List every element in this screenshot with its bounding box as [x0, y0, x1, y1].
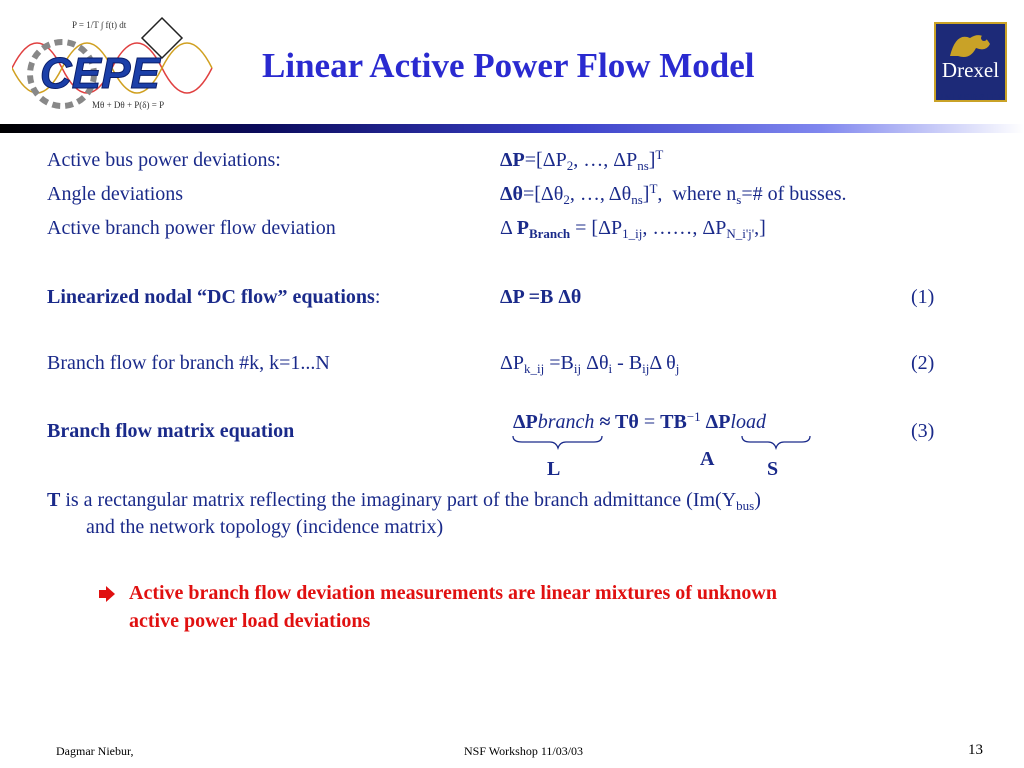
brace-label-a: A	[700, 448, 715, 470]
row-label-branch-k: Branch flow for branch #k, k=1...N	[47, 352, 330, 374]
formula-dc-flow: ΔP =B Δθ	[500, 286, 582, 308]
drexel-university-text: UNIVERSITY	[936, 93, 1005, 102]
formula-delta-p-branch: Δ $P_{Branch} = [\Delta P_{1\_ij}$, ……, $\Delta P_{N\_i'j'}$,]	[500, 217, 766, 241]
conclusion-line1: Active branch flow deviation measurements are linear mixtures of unknown	[129, 582, 777, 604]
cepe-logo	[12, 8, 220, 120]
row-label-dc-flow: Linearized nodal “DC flow” equations:	[47, 286, 381, 308]
footer-page-number: 13	[968, 742, 983, 758]
header-divider	[0, 124, 1024, 133]
t-description-line1: T is a rectangular matrix reflecting the imaginary part of the branch admittance ($Im(Y_{bus})$	[47, 489, 761, 513]
formula-delta-p: $\Delta P=[\Delta P_2$, …, $\Delta P_{ns}]^T$	[500, 147, 664, 173]
drexel-logo-text: Drexel	[941, 58, 1000, 82]
cepe-logo-text: CEPE	[40, 49, 160, 98]
t-description-line2: and the network topology (incidence matrix)	[86, 516, 444, 538]
formula-matrix-eq: ΔPbranch ≈ $T\theta = TB^{-1}$ ΔPload	[513, 409, 766, 433]
row-label-angle: Angle deviations	[47, 183, 184, 205]
brace-label-l: L	[547, 458, 561, 480]
equation-number-1: (1)	[911, 286, 935, 308]
formula-delta-theta: $\Delta\theta=[\Delta\theta_2$, …, $\Delta\theta_{ns}]^T$, where $n_s=\#$ of busses.	[500, 181, 847, 207]
svg-text:P = 1/T ∫ f(t) dt: P = 1/T ∫ f(t) dt	[72, 20, 127, 30]
page-title: Linear Active Power Flow Model	[262, 46, 755, 85]
brace-label-s: S	[767, 458, 779, 480]
equation-number-2: (2)	[911, 352, 935, 374]
underbraces	[510, 434, 820, 450]
row-label-branch-flow: Active branch power flow deviation	[47, 217, 336, 239]
row-label-matrix-eq: Branch flow matrix equation	[47, 420, 295, 442]
row-label-bus-power: Active bus power deviations:	[47, 149, 281, 171]
equation-number-3: (3)	[911, 420, 935, 442]
svg-text:Mθ + Dθ + P(δ) = P: Mθ + Dθ + P(δ) = P	[92, 100, 165, 110]
footer-author: Dagmar Niebur,	[56, 744, 134, 758]
footer-event: NSF Workshop 11/03/03	[464, 744, 584, 758]
conclusion-line2: active power load deviations	[129, 610, 371, 632]
arrow-bullet-icon	[98, 586, 116, 602]
formula-branch-k: $\Delta P_{k\_ij} =B_{ij}$ $\Delta\theta_i - B_{ij}\Delta$ $\theta_j$	[500, 352, 680, 376]
